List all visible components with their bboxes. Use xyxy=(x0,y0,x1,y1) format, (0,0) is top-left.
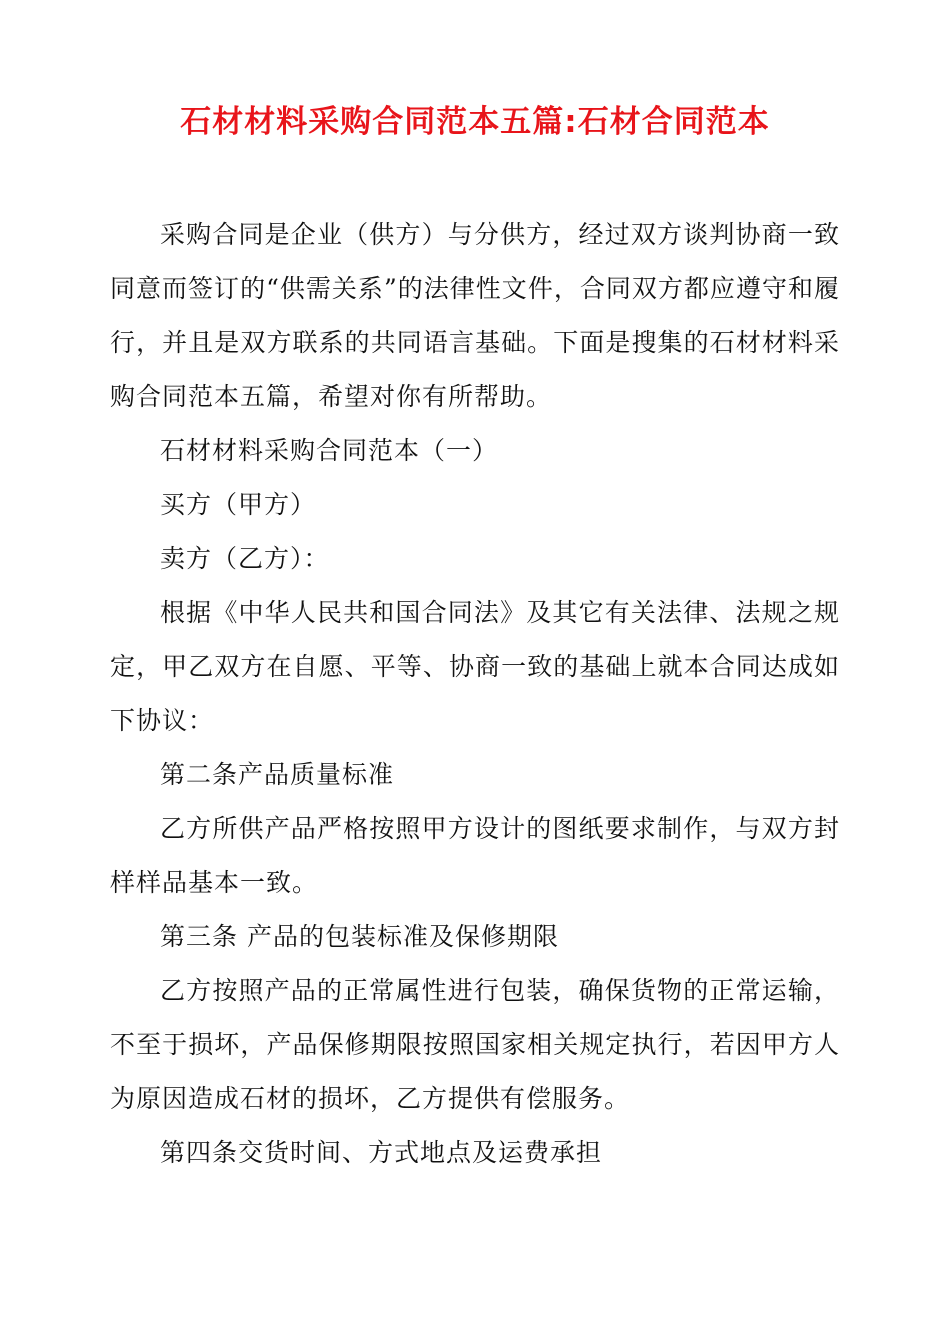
paragraph-legal-basis: 根据《中华人民共和国合同法》及其它有关法律、法规之规定，甲乙双方在自愿、平等、协商一致的基础上就本合同达成如下协议： xyxy=(110,598,840,735)
paragraph-article-3-body: 乙方按照产品的正常属性进行包装，确保货物的正常运输，不至于损坏，产品保修期限按照国家相关规定执行，若因甲方人为原因造成石材的损坏，乙方提供有偿服务。 xyxy=(110,976,840,1113)
document-body xyxy=(110,208,840,1180)
paragraph-article-2-heading: 第二条产品质量标准 xyxy=(160,760,395,789)
paragraph-buyer: 买方（甲方） xyxy=(160,490,317,519)
paragraph-intro: 采购合同是企业（供方）与分供方，经过双方谈判协商一致同意而签订的“供需关系”的法律性文件，合同双方都应遵守和履行，并且是双方联系的共同语言基础。下面是搜集的石材材料采购合同范本五篇，希望对你有所帮助。 xyxy=(110,220,840,411)
paragraph-article-2-body: 乙方所供产品严格按照甲方设计的图纸要求制作，与双方封样样品基本一致。 xyxy=(110,814,840,897)
document-title: 石材材料采购合同范本五篇:石材合同范本 xyxy=(180,104,770,140)
paragraph-article-4-heading: 第四条交货时间、方式地点及运费承担 xyxy=(160,1138,603,1167)
paragraph-contract-heading: 石材材料采购合同范本（一） xyxy=(160,436,499,465)
paragraph-article-3-heading: 第三条 产品的包装标准及保修期限 xyxy=(160,922,559,951)
paragraph-seller: 卖方（乙方）： xyxy=(160,544,330,573)
